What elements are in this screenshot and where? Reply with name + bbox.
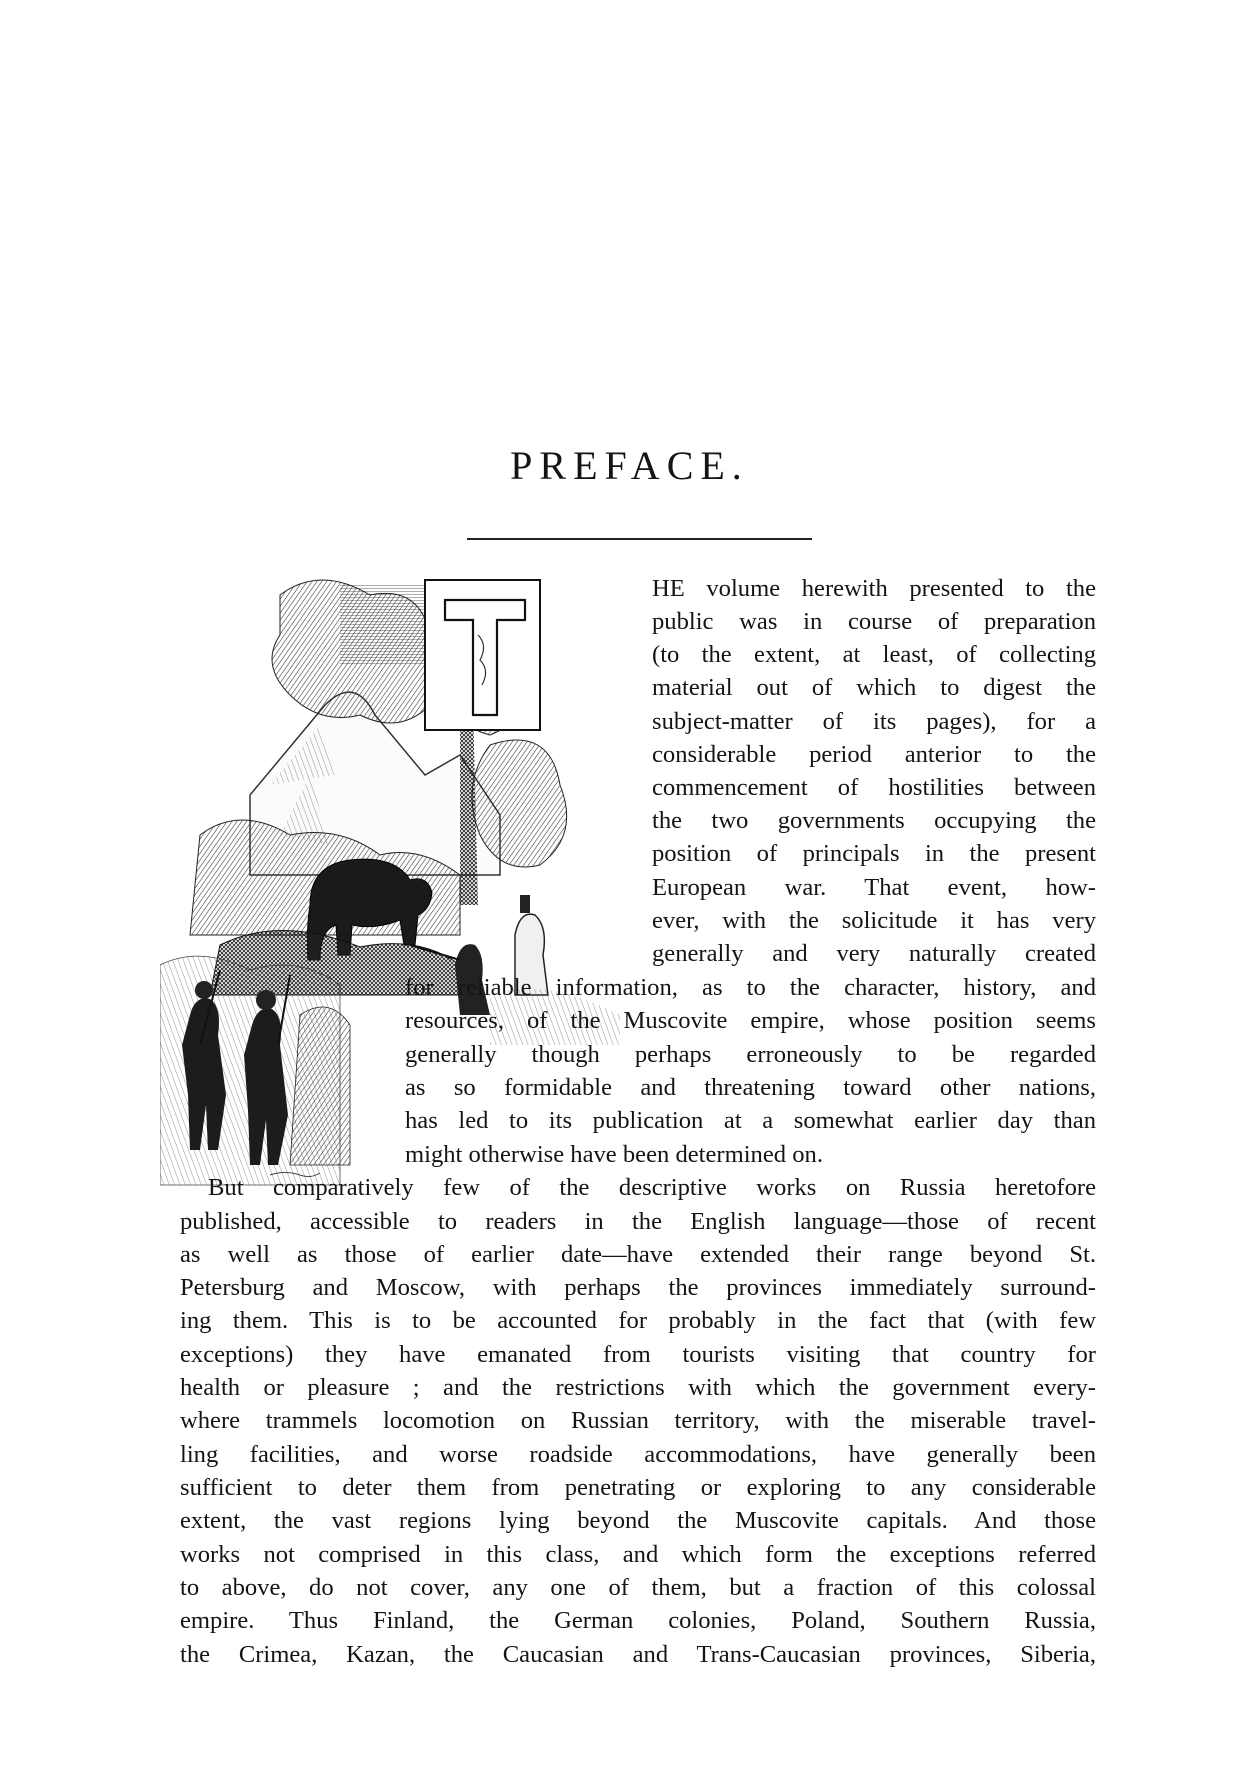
text-line: ing them. This is to be accounted for probably in the fact that (with few xyxy=(180,1307,1096,1334)
text-line: commencement of hostilities between xyxy=(652,774,1096,801)
text-line: European war. That event, how- xyxy=(652,874,1096,901)
text-line: (to the extent, at least, of collecting xyxy=(652,641,1096,668)
text-line: the Crimea, Kazan, the Caucasian and Trans-Caucasian provinces, Siberia, xyxy=(180,1641,1096,1668)
text-line: to above, do not cover, any one of them, but a fraction of this colossal xyxy=(180,1574,1096,1601)
text-line: health or pleasure ; and the restrictions with which the government every- xyxy=(180,1374,1096,1401)
text-line: subject-matter of its pages), for a xyxy=(652,708,1096,735)
text-line: for reliable information, as to the character, history, and xyxy=(405,974,1096,1001)
text-line: ling facilities, and worse roadside accommodations, have generally been xyxy=(180,1441,1096,1468)
text-line: as so formidable and threatening toward other nations, xyxy=(405,1074,1096,1101)
text-line: resources, of the Muscovite empire, whose position seems xyxy=(405,1007,1096,1034)
text-line: public was in course of preparation xyxy=(652,608,1096,635)
text-line: generally and very naturally created xyxy=(652,940,1096,967)
text-line: generally though perhaps erroneously to be regarded xyxy=(405,1041,1096,1068)
text-line: material out of which to digest the xyxy=(652,674,1096,701)
text-line: empire. Thus Finland, the German colonies, Poland, Southern Russia, xyxy=(180,1607,1096,1634)
text-line: extent, the vast regions lying beyond the Muscovite capitals. And those xyxy=(180,1507,1096,1534)
text-line: might otherwise have been determined on. xyxy=(405,1141,823,1168)
page-title: PREFACE. xyxy=(510,443,749,488)
text-line: ever, with the solicitude it has very xyxy=(652,907,1096,934)
text-line: published, accessible to readers in the English language—those of recent xyxy=(180,1208,1096,1235)
text-line: Petersburg and Moscow, with perhaps the provinces immediately surround- xyxy=(180,1274,1096,1301)
text-line: where trammels locomotion on Russian territory, with the miserable travel- xyxy=(180,1407,1096,1434)
text-line: as well as those of earlier date—have extended their range beyond St. xyxy=(180,1241,1096,1268)
text-line: position of principals in the present xyxy=(652,840,1096,867)
text-line: sufficient to deter them from penetrating or exploring to any considerable xyxy=(180,1474,1096,1501)
text-line: But comparatively few of the descriptive works on Russia heretofore xyxy=(208,1174,1096,1201)
text-line: exceptions) they have emanated from tourists visiting that country for xyxy=(180,1341,1096,1368)
text-line: works not comprised in this class, and which form the exceptions referred xyxy=(180,1541,1096,1568)
title-rule xyxy=(467,538,812,540)
text-line: considerable period anterior to the xyxy=(652,741,1096,768)
text-line: HE volume herewith presented to the xyxy=(652,575,1096,602)
text-line: has led to its publication at a somewhat earlier day than xyxy=(405,1107,1096,1134)
text-line: the two governments occupying the xyxy=(652,807,1096,834)
